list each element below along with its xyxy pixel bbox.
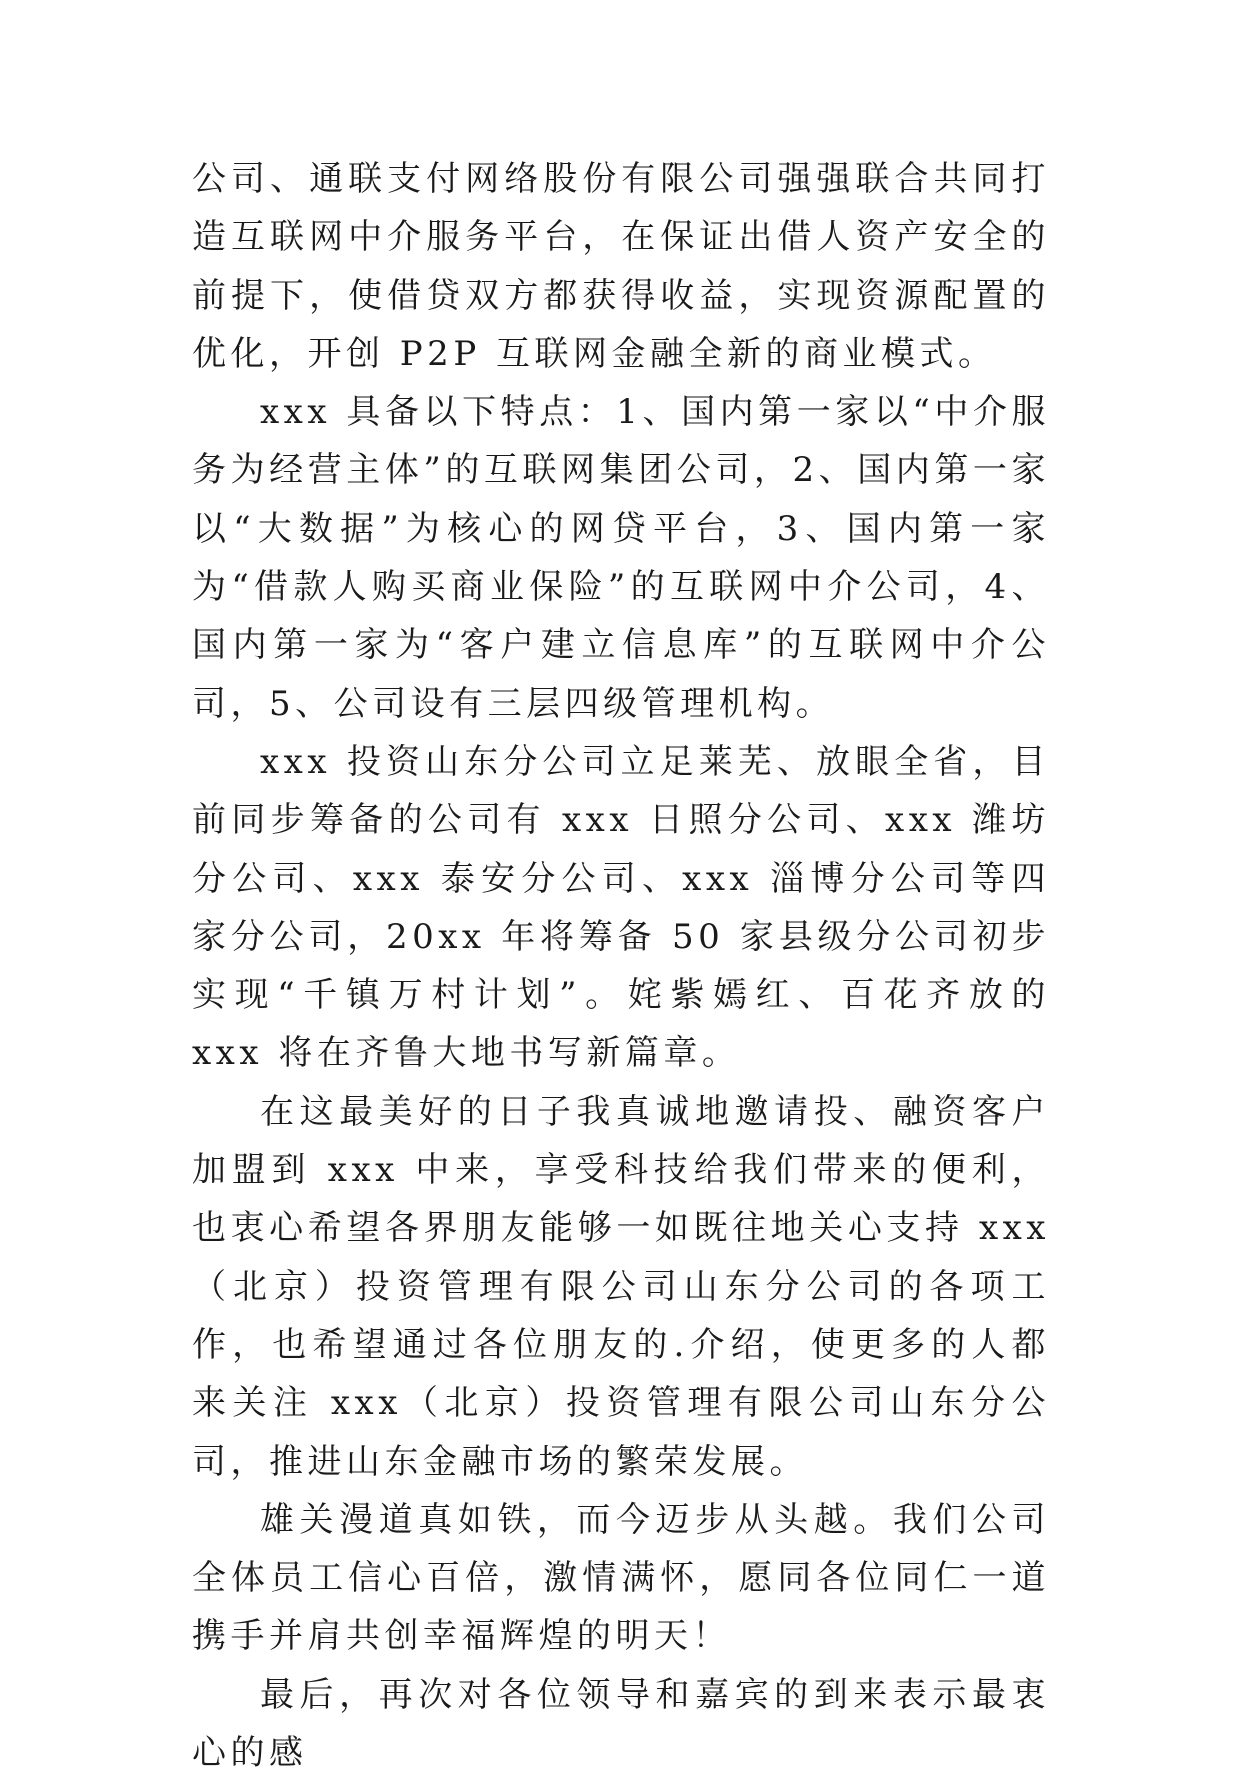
- paragraph: 公司、通联支付网络股份有限公司强强联合共同打造互联网中介服务平台，在保证出借人资产安全的前提下，使借贷双方都获得收益，实现资源配置的优化，开创 P2P 互联网金融全新的商业模式。: [192, 159, 1050, 374]
- paragraph: xxx 具备以下特点：1、国内第一家以“中介服务为经营主体”的互联网集团公司，2、国内第一家以“大数据”为核心的网贷平台，3、国内第一家为“借款人购买商业保险”的互联网中介公司，4、国内第一家为“客户建立信息库”的互联网中介公司，5、公司设有三层四级管理机构。: [192, 392, 1050, 724]
- paragraph: xxx 投资山东分公司立足莱芜、放眼全省，目前同步筹备的公司有 xxx 日照分公司、xxx 潍坊分公司、xxx 泰安分公司、xxx 淄博分公司等四家分公司，20xx 年将筹备 50 家县级分公司初步实现“千镇万村计划”。姹紫嫣红、百花齐放的 xxx 将在齐鲁大地书写新篇章。: [192, 741, 1050, 1074]
- document-body: [192, 150, 1050, 1782]
- paragraph: 雄关漫道真如铁，而今迈步从头越。我们公司全体员工信心百倍，激情满怀，愿同各位同仁一道携手并肩共创幸福辉煌的明天！: [192, 1499, 1050, 1657]
- paragraph: 在这最美好的日子我真诚地邀请投、融资客户加盟到 xxx 中来，享受科技给我们带来的便利，也衷心希望各界朋友能够一如既往地关心支持 xxx（北京）投资管理有限公司山东分公司的各项工作，也希望通过各位朋友的.介绍，使更多的人都来关注 xxx（北京）投资管理有限公司山东分公司，推进山东金融市场的繁荣发展。: [192, 1091, 1050, 1482]
- paragraph: 最后，再次对各位领导和嘉宾的到来表示最衷心的感: [192, 1674, 1050, 1774]
